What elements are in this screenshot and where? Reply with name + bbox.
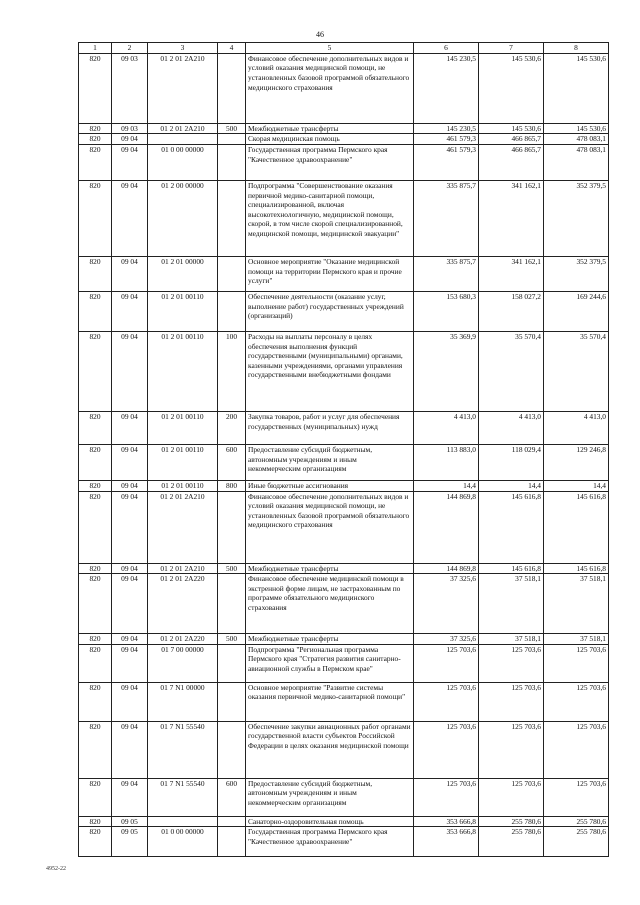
cell-amount-year1: 145 230,5 [414, 123, 479, 134]
cell-item-name: Санаторно-оздоровительная помощь [246, 816, 414, 827]
cell-amount-year3: 255 780,6 [544, 827, 609, 857]
column-header-3: 3 [148, 43, 218, 54]
cell-amount-year2: 466 865,7 [479, 134, 544, 145]
cell-item-name: Расходы на выплаты персоналу в целях обеспечения выполнения функций государственными (муниципальными) органами, казенными учреждениями, органами управления государственными внебюджетными фондами [246, 331, 414, 411]
cell-section-code: 09 04 [112, 634, 148, 645]
cell-amount-year2: 255 780,6 [479, 816, 544, 827]
table-row [79, 144, 609, 180]
cell-section-code: 09 04 [112, 144, 148, 180]
table-row [79, 291, 609, 331]
cell-amount-year2: 145 616,8 [479, 491, 544, 563]
cell-expense-type [218, 134, 246, 145]
table-row [79, 491, 609, 563]
cell-amount-year3: 125 703,6 [544, 778, 609, 816]
cell-target-article: 01 2 00 00000 [148, 180, 218, 256]
column-number-row [79, 43, 609, 54]
table-row [79, 134, 609, 145]
table-row [79, 574, 609, 634]
cell-amount-year3: 478 083,1 [544, 134, 609, 145]
cell-item-name: Обеспечение закупки авиационных работ органами государственной власти субъектов Российской Федерации в целях оказания медицинской помощи [246, 721, 414, 778]
table-row [79, 827, 609, 857]
cell-amount-year2: 158 027,2 [479, 291, 544, 331]
cell-amount-year1: 353 666,8 [414, 816, 479, 827]
cell-section-code: 09 04 [112, 480, 148, 491]
cell-admin-code: 820 [79, 123, 112, 134]
table-row [79, 816, 609, 827]
cell-amount-year3: 125 703,6 [544, 682, 609, 721]
cell-section-code: 09 04 [112, 331, 148, 411]
cell-expense-type [218, 682, 246, 721]
cell-amount-year1: 14,4 [414, 480, 479, 491]
cell-amount-year2: 145 530,6 [479, 123, 544, 134]
cell-admin-code: 820 [79, 778, 112, 816]
cell-amount-year1: 461 579,3 [414, 144, 479, 180]
cell-admin-code: 820 [79, 144, 112, 180]
cell-target-article: 01 2 01 00110 [148, 444, 218, 480]
footer-note: 4952-22 [46, 866, 66, 872]
cell-section-code: 09 04 [112, 411, 148, 444]
budget-table [78, 42, 609, 857]
column-header-7: 7 [479, 43, 544, 54]
column-header-4: 4 [218, 43, 246, 54]
cell-admin-code: 820 [79, 291, 112, 331]
cell-target-article: 01 7 N1 55540 [148, 778, 218, 816]
cell-expense-type [218, 180, 246, 256]
cell-admin-code: 820 [79, 180, 112, 256]
cell-amount-year2: 255 780,6 [479, 827, 544, 857]
cell-admin-code: 820 [79, 634, 112, 645]
cell-target-article: 01 7 00 00000 [148, 644, 218, 682]
column-header-6: 6 [414, 43, 479, 54]
cell-expense-type [218, 816, 246, 827]
cell-amount-year3: 255 780,6 [544, 816, 609, 827]
cell-item-name: Межбюджетные трансферты [246, 563, 414, 574]
cell-target-article: 01 0 00 00000 [148, 144, 218, 180]
cell-item-name: Финансовое обеспечение дополнительных видов и условий оказания медицинской помощи, не установленных базовой программой обязательного медицинского страхования [246, 491, 414, 563]
cell-amount-year3: 37 518,1 [544, 634, 609, 645]
cell-amount-year2: 125 703,6 [479, 778, 544, 816]
table-row [79, 721, 609, 778]
cell-amount-year2: 466 865,7 [479, 144, 544, 180]
cell-section-code: 09 04 [112, 291, 148, 331]
cell-section-code: 09 04 [112, 491, 148, 563]
cell-amount-year1: 335 875,7 [414, 256, 479, 291]
cell-expense-type [218, 256, 246, 291]
cell-section-code: 09 04 [112, 134, 148, 145]
cell-target-article: 01 2 01 00110 [148, 291, 218, 331]
cell-item-name: Обеспечение деятельности (оказание услуг, выполнение работ) государственных учреждений (организаций) [246, 291, 414, 331]
cell-target-article: 01 2 01 2А210 [148, 53, 218, 123]
cell-admin-code: 820 [79, 53, 112, 123]
cell-section-code: 09 04 [112, 721, 148, 778]
cell-amount-year1: 144 869,8 [414, 563, 479, 574]
cell-amount-year3: 145 530,6 [544, 123, 609, 134]
cell-item-name: Предоставление субсидий бюджетным, автономным учреждениям и иным некоммерческим организациям [246, 444, 414, 480]
cell-section-code: 09 04 [112, 180, 148, 256]
cell-expense-type: 500 [218, 634, 246, 645]
table-row [79, 256, 609, 291]
table-row [79, 123, 609, 134]
cell-admin-code: 820 [79, 256, 112, 291]
cell-section-code: 09 04 [112, 778, 148, 816]
table-row [79, 634, 609, 645]
column-header-1: 1 [79, 43, 112, 54]
cell-target-article: 01 2 01 2А210 [148, 491, 218, 563]
cell-admin-code: 820 [79, 574, 112, 634]
cell-amount-year1: 4 413,0 [414, 411, 479, 444]
cell-section-code: 09 05 [112, 827, 148, 857]
cell-section-code: 09 04 [112, 574, 148, 634]
cell-target-article [148, 816, 218, 827]
cell-amount-year3: 37 518,1 [544, 574, 609, 634]
table-row [79, 682, 609, 721]
cell-item-name: Финансовое обеспечение медицинской помощи в экстренной форме лицам, не застрахованным по программе обязательного медицинского страхования [246, 574, 414, 634]
cell-amount-year2: 37 518,1 [479, 634, 544, 645]
cell-section-code: 09 04 [112, 444, 148, 480]
table-row [79, 444, 609, 480]
cell-admin-code: 820 [79, 480, 112, 491]
cell-amount-year2: 14,4 [479, 480, 544, 491]
cell-item-name: Подпрограмма "Совершенствование оказания первичной медико-санитарной помощи, специализированной, включая высокотехнологичную, медицинской помощи, скорой, в том числе скорой специализированной, медицинской помощи, медицинской эвакуации" [246, 180, 414, 256]
cell-admin-code: 820 [79, 827, 112, 857]
cell-section-code: 09 05 [112, 816, 148, 827]
cell-amount-year1: 461 579,3 [414, 134, 479, 145]
cell-expense-type: 600 [218, 444, 246, 480]
column-header-2: 2 [112, 43, 148, 54]
cell-amount-year1: 113 883,0 [414, 444, 479, 480]
cell-target-article: 01 2 01 00110 [148, 480, 218, 491]
cell-item-name: Основное мероприятие "Оказание медицинской помощи на территории Пермского края и прочие услуги" [246, 256, 414, 291]
cell-expense-type: 200 [218, 411, 246, 444]
cell-amount-year2: 35 570,4 [479, 331, 544, 411]
cell-target-article: 01 7 N1 00000 [148, 682, 218, 721]
cell-expense-type: 500 [218, 123, 246, 134]
cell-amount-year2: 125 703,6 [479, 682, 544, 721]
cell-section-code: 09 03 [112, 53, 148, 123]
cell-admin-code: 820 [79, 682, 112, 721]
cell-amount-year2: 118 029,4 [479, 444, 544, 480]
table-row [79, 563, 609, 574]
cell-amount-year3: 145 530,6 [544, 53, 609, 123]
cell-amount-year3: 4 413,0 [544, 411, 609, 444]
table-row [79, 644, 609, 682]
cell-expense-type [218, 721, 246, 778]
cell-amount-year1: 125 703,6 [414, 644, 479, 682]
cell-section-code: 09 04 [112, 256, 148, 291]
cell-amount-year2: 125 703,6 [479, 644, 544, 682]
cell-amount-year1: 35 369,9 [414, 331, 479, 411]
cell-item-name: Предоставление субсидий бюджетным, автономным учреждениям и иным некоммерческим организациям [246, 778, 414, 816]
cell-target-article: 01 2 01 00110 [148, 331, 218, 411]
cell-target-article: 01 0 00 00000 [148, 827, 218, 857]
cell-amount-year3: 478 083,1 [544, 144, 609, 180]
cell-admin-code: 820 [79, 331, 112, 411]
cell-expense-type [218, 144, 246, 180]
cell-amount-year1: 125 703,6 [414, 721, 479, 778]
cell-admin-code: 820 [79, 721, 112, 778]
cell-target-article: 01 7 N1 55540 [148, 721, 218, 778]
cell-section-code: 09 03 [112, 123, 148, 134]
cell-target-article: 01 2 01 2А210 [148, 563, 218, 574]
table-body [79, 53, 609, 857]
cell-expense-type [218, 291, 246, 331]
cell-amount-year1: 145 230,5 [414, 53, 479, 123]
cell-item-name: Закупка товаров, работ и услуг для обеспечения государственных (муниципальных) нужд [246, 411, 414, 444]
cell-amount-year3: 145 616,8 [544, 491, 609, 563]
cell-section-code: 09 04 [112, 682, 148, 721]
cell-amount-year1: 125 703,6 [414, 778, 479, 816]
cell-item-name: Межбюджетные трансферты [246, 123, 414, 134]
cell-expense-type: 100 [218, 331, 246, 411]
cell-target-article: 01 2 01 2А210 [148, 123, 218, 134]
table-row [79, 331, 609, 411]
cell-amount-year3: 145 616,8 [544, 563, 609, 574]
cell-item-name: Иные бюджетные ассигнования [246, 480, 414, 491]
cell-amount-year1: 153 680,3 [414, 291, 479, 331]
cell-item-name: Межбюджетные трансферты [246, 634, 414, 645]
cell-amount-year3: 125 703,6 [544, 644, 609, 682]
cell-item-name: Государственная программа Пермского края "Качественное здравоохранение" [246, 144, 414, 180]
cell-amount-year1: 144 869,8 [414, 491, 479, 563]
cell-item-name: Подпрограмма "Региональная программа Пермского края "Стратегия развития санитарно-авиационной службы в Пермском крае" [246, 644, 414, 682]
cell-target-article: 01 2 01 00000 [148, 256, 218, 291]
cell-amount-year3: 169 244,6 [544, 291, 609, 331]
cell-item-name: Государственная программа Пермского края "Качественное здравоохранение" [246, 827, 414, 857]
cell-amount-year1: 335 875,7 [414, 180, 479, 256]
cell-amount-year1: 353 666,8 [414, 827, 479, 857]
cell-section-code: 09 04 [112, 563, 148, 574]
table-row [79, 53, 609, 123]
cell-amount-year3: 129 246,8 [544, 444, 609, 480]
cell-amount-year2: 341 162,1 [479, 180, 544, 256]
cell-expense-type: 500 [218, 563, 246, 574]
table-row [79, 411, 609, 444]
cell-target-article: 01 2 01 2А220 [148, 634, 218, 645]
cell-expense-type [218, 574, 246, 634]
table-row [79, 480, 609, 491]
cell-item-name: Скорая медицинская помощь [246, 134, 414, 145]
cell-amount-year3: 352 379,5 [544, 180, 609, 256]
cell-amount-year3: 14,4 [544, 480, 609, 491]
cell-admin-code: 820 [79, 816, 112, 827]
cell-item-name: Основное мероприятие "Развитие системы оказания первичной медико-санитарной помощи" [246, 682, 414, 721]
cell-admin-code: 820 [79, 444, 112, 480]
cell-section-code: 09 04 [112, 644, 148, 682]
cell-admin-code: 820 [79, 563, 112, 574]
cell-target-article [148, 134, 218, 145]
cell-amount-year1: 37 325,6 [414, 574, 479, 634]
column-header-8: 8 [544, 43, 609, 54]
cell-amount-year2: 37 518,1 [479, 574, 544, 634]
cell-expense-type: 800 [218, 480, 246, 491]
table-row [79, 180, 609, 256]
page-number: 46 [316, 30, 324, 39]
cell-target-article: 01 2 01 00110 [148, 411, 218, 444]
cell-target-article: 01 2 01 2А220 [148, 574, 218, 634]
cell-amount-year2: 125 703,6 [479, 721, 544, 778]
cell-amount-year2: 341 162,1 [479, 256, 544, 291]
cell-amount-year2: 145 616,8 [479, 563, 544, 574]
cell-amount-year1: 37 325,6 [414, 634, 479, 645]
cell-amount-year2: 145 530,6 [479, 53, 544, 123]
table-row [79, 778, 609, 816]
cell-admin-code: 820 [79, 411, 112, 444]
column-header-5: 5 [246, 43, 414, 54]
cell-amount-year3: 352 379,5 [544, 256, 609, 291]
cell-expense-type [218, 644, 246, 682]
cell-expense-type [218, 491, 246, 563]
cell-admin-code: 820 [79, 491, 112, 563]
cell-admin-code: 820 [79, 134, 112, 145]
cell-expense-type: 600 [218, 778, 246, 816]
cell-amount-year3: 125 703,6 [544, 721, 609, 778]
cell-amount-year2: 4 413,0 [479, 411, 544, 444]
cell-amount-year1: 125 703,6 [414, 682, 479, 721]
cell-amount-year3: 35 570,4 [544, 331, 609, 411]
cell-item-name: Финансовое обеспечение дополнительных видов и условий оказания медицинской помощи, не установленных базовой программой обязательного медицинского страхования [246, 53, 414, 123]
cell-expense-type [218, 53, 246, 123]
cell-admin-code: 820 [79, 644, 112, 682]
cell-expense-type [218, 827, 246, 857]
